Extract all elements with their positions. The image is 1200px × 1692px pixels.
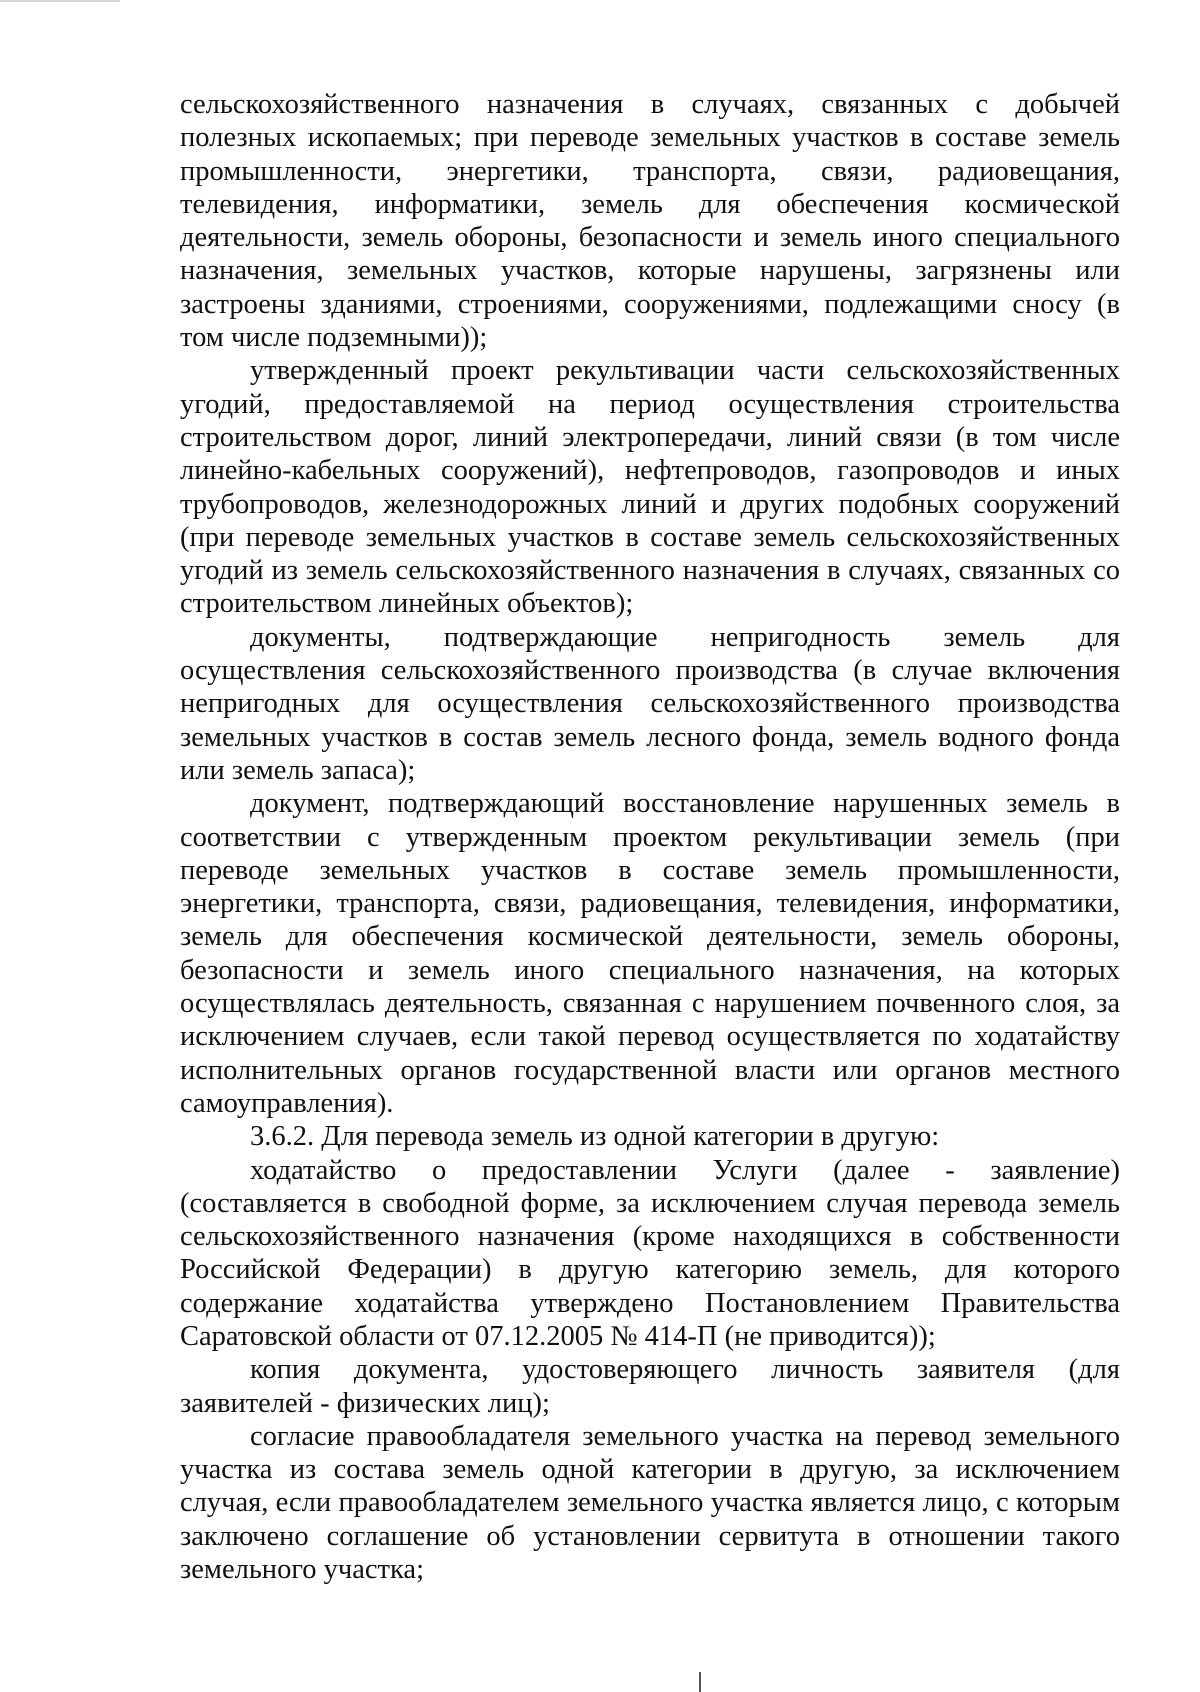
paragraph-identity-copy: копия документа, удостоверяющего личность заявителя (для заявителей - физических лиц); — [180, 1354, 1120, 1419]
paragraph-continuation: сельскохозяйственного назначения в случаях, связанных с добычей полезных ископаемых; при переводе земельных участков в составе земель промышленности, энергетики, транспорта, связи, радиовещания, телевидения, информатики, земель для обеспечения космической деятельности, земель обороны, безопасности и земель иного специального назначения, земельных участков, которые нарушены, загрязнены или застроены зданиями, строениями, сооружениями, подлежащими сносу (в том числе подземными)); — [180, 89, 1120, 354]
document-body — [180, 88, 1120, 1586]
page-bottom-mark — [699, 1672, 701, 1692]
paragraph-owner-consent: согласие правообладателя земельного участка на перевод земельного участка из состава земель одной категории в другую, за исключением случая, если правообладателем земельного участка является лицо, с которым заключено соглашение об установлении сервитута в отношении такого земельного участка; — [180, 1420, 1120, 1586]
scan-edge-mark — [0, 0, 120, 2]
section-heading-3-6-2: 3.6.2. Для перевода земель из одной категории в другую: — [250, 1121, 940, 1153]
paragraph-reclamation-project: утвержденный проект рекультивации части сельскохозяйственных угодий, предоставляемой на период осуществления строительства строительством дорог, линий электропередачи, линий связи (в том числе линейно-кабельных сооружений), нефтепроводов, газопроводов и иных трубопроводов, железнодорожных линий и других подобных сооружений (при переводе земельных участков в составе земель сельскохозяйственных угодий из земель сельскохозяйственного назначения в случаях, связанных со строительством линейных объектов); — [180, 355, 1120, 620]
paragraph-restoration-document: документ, подтверждающий восстановление нарушенных земель в соответствии с утвержденным проектом рекультивации земель (при переводе земельных участков в составе земель промышленности, энергетики, транспорта, связи, радиовещания, телевидения, информатики, земель для обеспечения космической деятельности, земель обороны, безопасности и земель иного специального назначения, на которых осуществлялась деятельность, связанная с нарушением почвенного слоя, за исключением случаев, если такой перевод осуществляется по ходатайству исполнительных органов государственной власти или органов местного самоуправления). — [180, 788, 1120, 1119]
paragraph-petition: ходатайство о предоставлении Услуги (далее - заявление) (составляется в свободной форме, за исключением случая перевода земель сельскохозяйственного назначения (кроме находящихся в собственности Российской Федерации) в другую категорию земель, для которого содержание ходатайства утверждено Постановлением Правительства Саратовской области от 07.12.2005 № 414-П (не приводится)); — [180, 1154, 1120, 1352]
paragraph-unsuitability-documents: документы, подтверждающие непригодность земель для осуществления сельскохозяйственного производства (в случае включения непригодных для осуществления сельскохозяйственного производства земельных участков в состав земель лесного фонда, земель водного фонда или земель запаса); — [180, 621, 1120, 786]
